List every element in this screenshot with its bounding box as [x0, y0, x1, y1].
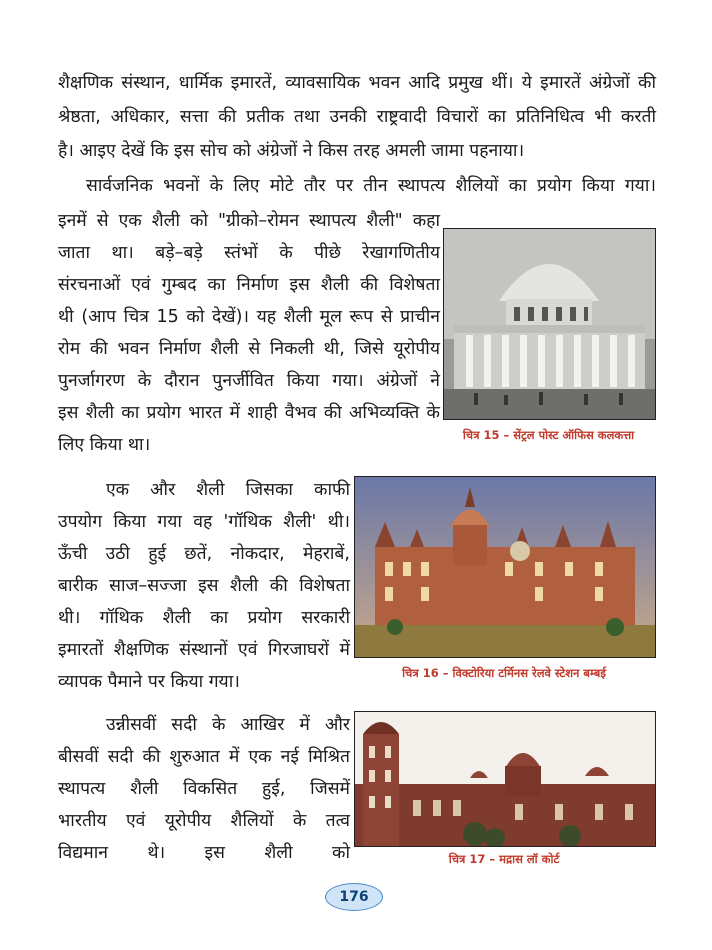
figure-victoria-terminus — [354, 476, 656, 658]
text-line: जाता था। बड़े–बड़े स्तंभों के पीछे रेखागणितीय — [58, 243, 440, 263]
text-line: पुनर्जागरण के दौरान पुनर्जीवित किया गया। अंग्रेजों ने — [58, 371, 440, 391]
text-line: भारतीय एवं यूरोपीय शैलियों के तत्व — [58, 811, 350, 831]
text-line: इस शैली का प्रयोग भारत में शाही वैभव की अभिव्यक्ति के — [58, 403, 440, 423]
text-line: थी (आप चित्र 15 को देखें)। यह शैली मूल रूप से प्राचीन — [58, 307, 440, 327]
figure-caption: चित्र 15 – सेंट्रल पोस्ट ऑफिस कलकत्ता — [462, 428, 635, 442]
text-line: स्थापत्य शैली विकसित हुई, जिसमें — [58, 779, 350, 799]
text-line: इनमें से एक शैली को "ग्रीको–रोमन स्थापत्य शैली" कहा — [58, 211, 440, 231]
figure-caption: चित्र 17 – मद्रास लॉ कोर्ट — [448, 852, 560, 866]
text-line: थी। गॉथिक शैली का प्रयोग सरकारी — [58, 608, 350, 628]
figure-madras-law-court — [354, 711, 656, 847]
figure-caption: चित्र 16 – विक्टोरिया टर्मिनस रेलवे स्टेशन बम्बई — [402, 666, 606, 680]
text-line: श्रेष्ठता, अधिकार, सत्ता की प्रतीक तथा उनकी राष्ट्रवादी विचारों का प्रतिनिधित्व भी करती — [58, 107, 656, 127]
text-line: रोम की भवन निर्माण शैली से निकली थी, जिसे यूरोपीय — [58, 339, 440, 359]
text-line: बीसवीं सदी की शुरुआत में एक नई मिश्रित — [58, 747, 350, 767]
text-line: उपयोग किया गया वह 'गॉथिक शैली' थी। — [58, 512, 350, 532]
text-line: इमारतों शैक्षणिक संस्थानों एवं गिरजाघरों में — [58, 640, 350, 660]
text-line: शैक्षणिक संस्थान, धार्मिक इमारतें, व्यावसायिक भवन आदि प्रमुख थीं। ये इमारतें अंग्रेजों की — [58, 73, 656, 93]
text-line: एक और शैली जिसका काफी — [106, 480, 350, 500]
text-line: ऊँची उठी हुई छतें, नोकदार, मेहराबें, — [58, 544, 350, 564]
text-line: बारीक साज–सज्जा इस शैली की विशेषता — [58, 576, 350, 596]
text-line: सार्वजनिक भवनों के लिए मोटे तौर पर तीन स्थापत्य शैलियों का प्रयोग किया गया। — [86, 176, 656, 196]
text-line: है। आइए देखें कि इस सोच को अंग्रेजों ने किस तरह अमली जामा पहनाया। — [58, 141, 525, 161]
text-line: विद्यमान थे। इस शैली को — [58, 843, 350, 863]
text-line: उन्नीसवीं सदी के आखिर में और — [106, 715, 350, 735]
page-number: 176 — [325, 883, 383, 911]
text-line: व्यापक पैमाने पर किया गया। — [58, 672, 240, 692]
text-line: संरचनाओं एवं गुम्बद का निर्माण इस शैली की विशेषता — [58, 275, 440, 295]
figure-central-post-office — [443, 228, 656, 420]
text-line: लिए किया था। — [58, 435, 151, 455]
